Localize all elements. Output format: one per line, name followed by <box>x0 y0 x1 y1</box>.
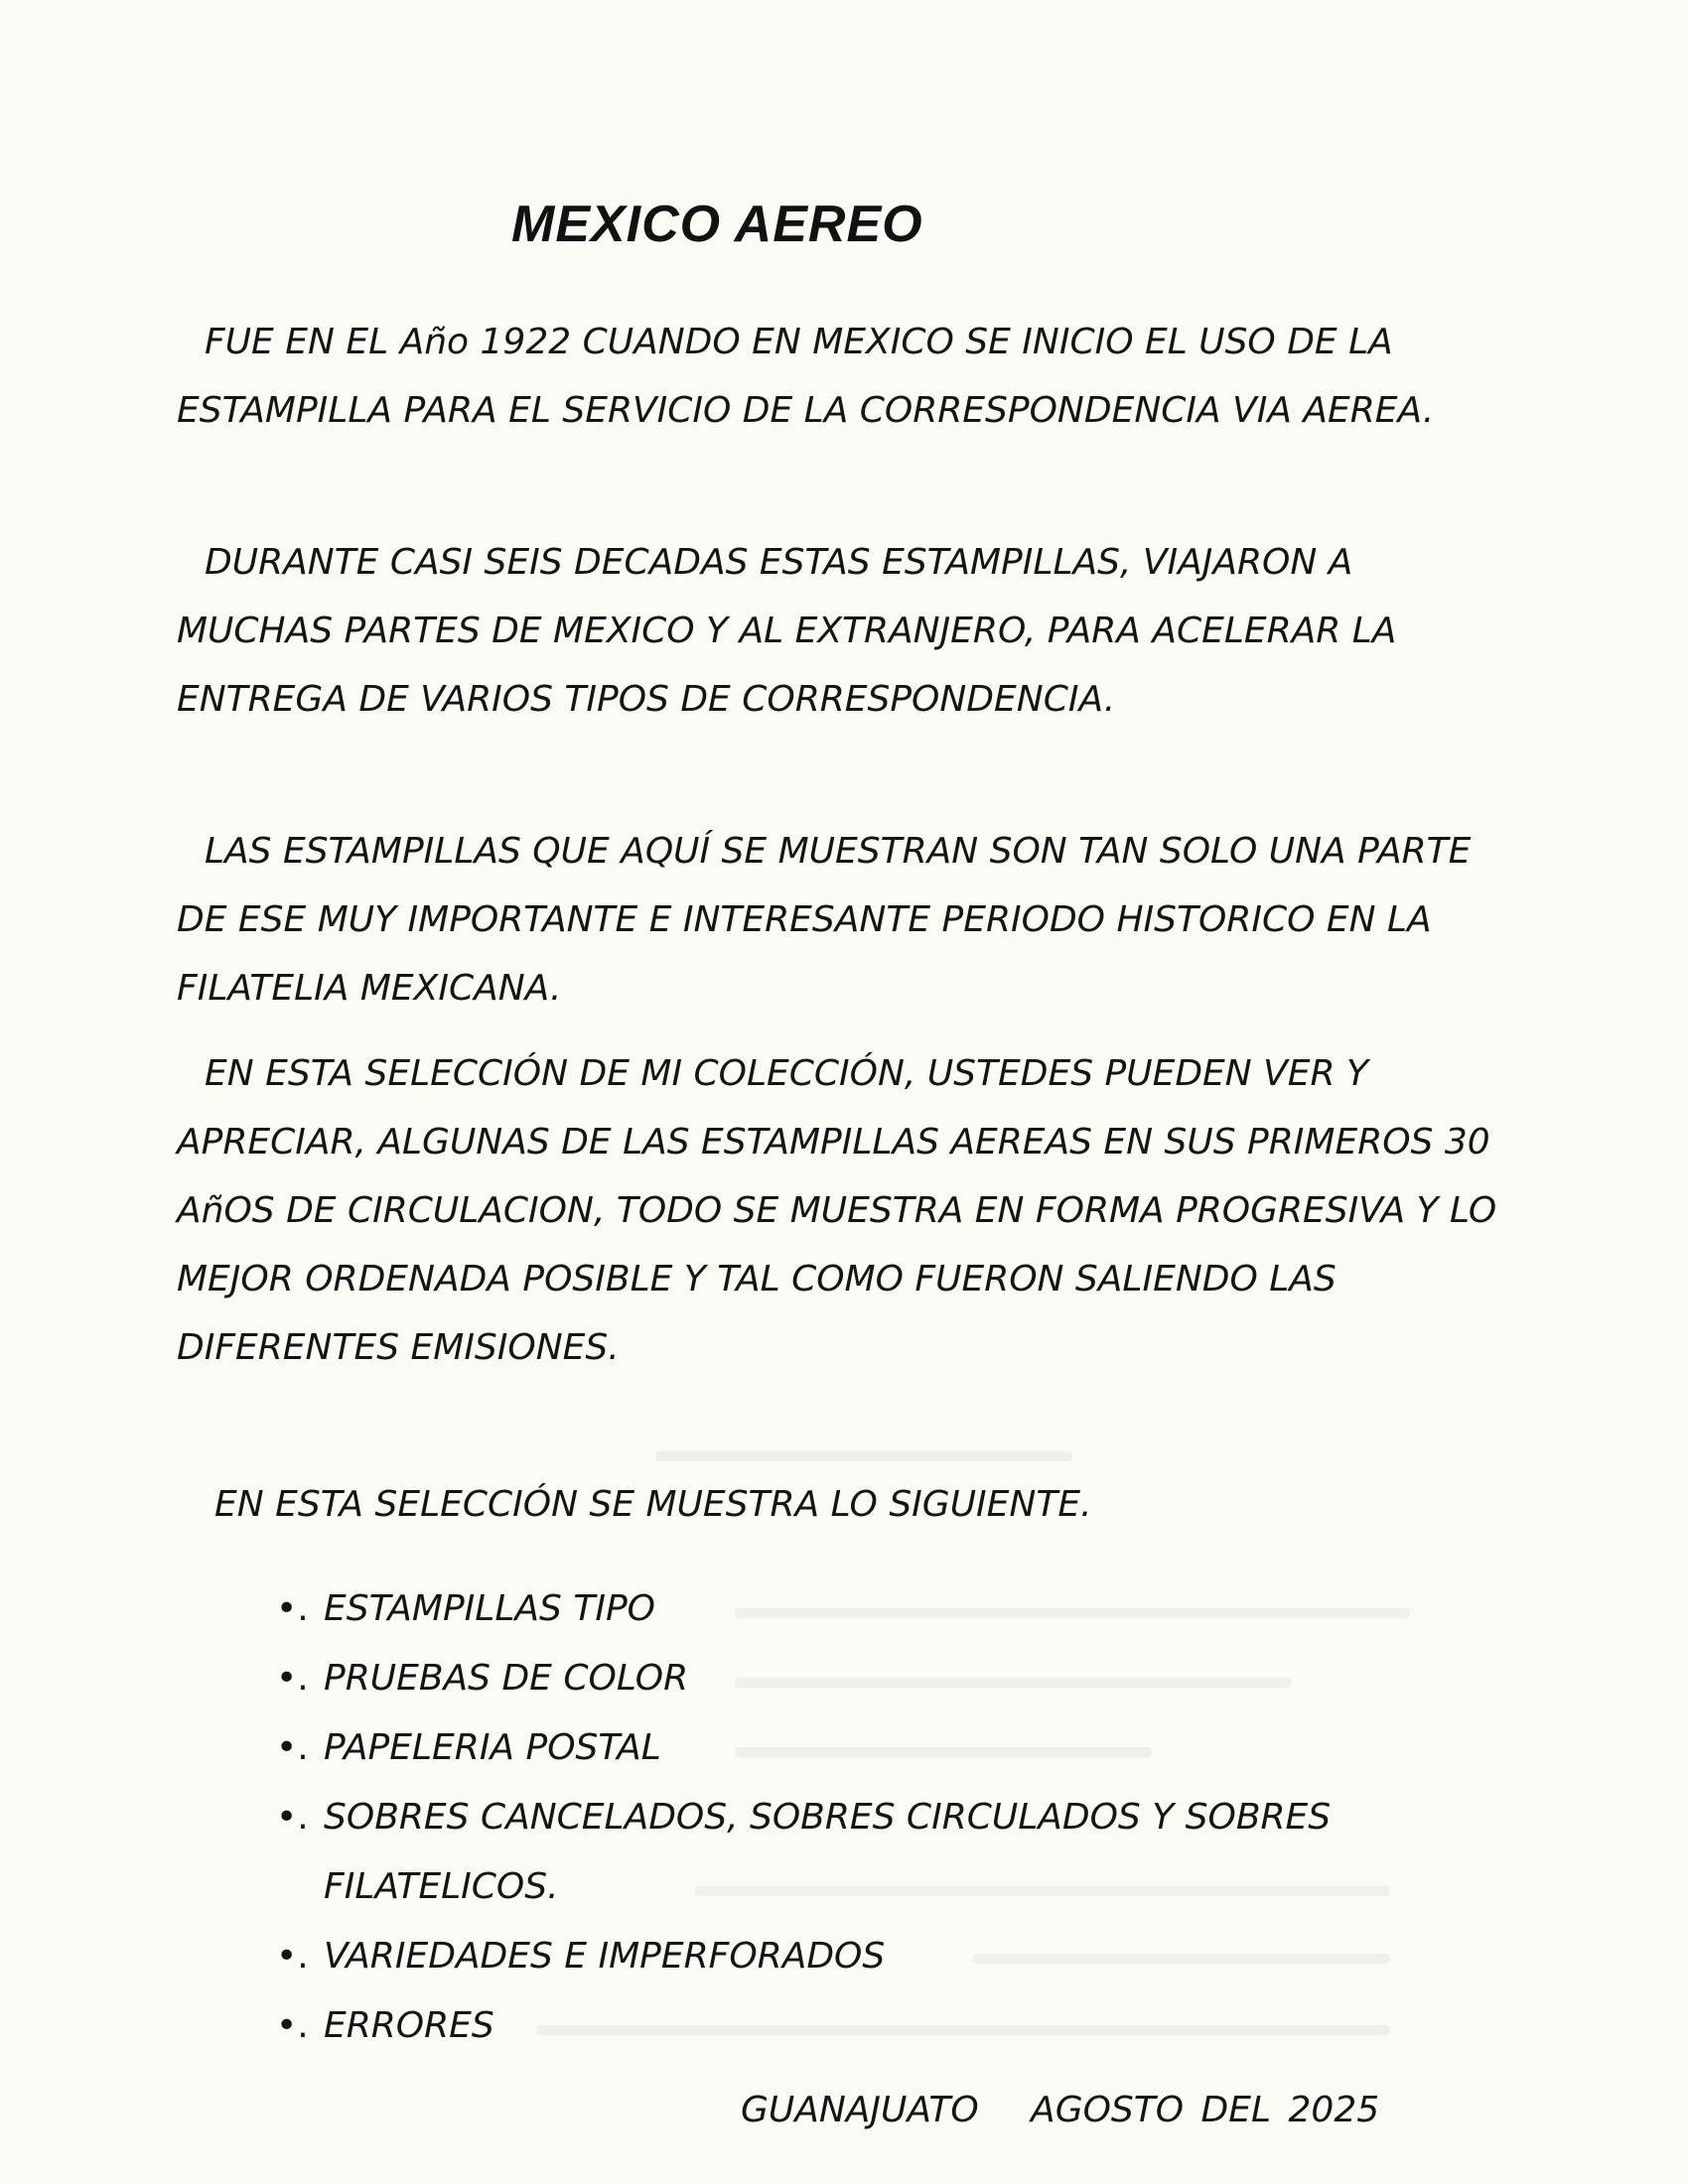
list-item-text: VARIEDADES E IMPERFORADOS <box>324 1936 886 1977</box>
list-item-text: ESTAMPILLAS TIPO <box>324 1588 655 1629</box>
list-item-text: SOBRES CANCELADOS, SOBRES CIRCULADOS Y SOBRES FILATELICOS. <box>324 1797 1332 1907</box>
bullet-icon: •. <box>276 1797 309 1838</box>
scan-artifact <box>655 1451 1072 1461</box>
paragraph-2: DURANTE CASI SEIS DECADAS ESTAS ESTAMPILLAS, VIAJARON A MUCHAS PARTES DE MEXICO Y AL EXTRANJERO, PARA ACELERAR LA ENTREGA DE VARIOS TIPOS DE CORRESPONDENCIA. <box>177 542 1397 720</box>
document-title: MEXICO AEREO <box>511 196 923 253</box>
paragraph-4: EN ESTA SELECCIÓN DE MI COLECCIÓN, USTEDES PUEDEN VER Y APRECIAR, ALGUNAS DE LAS ESTAMPILLAS AEREAS EN SUS PRIMEROS 30 AñOS DE CIRCULACION, TODO SE MUESTRA EN FORMA PROGRESIVA Y LO MEJOR ORDENADA POSIBLE Y TAL COMO FUERON SALIENDO LAS DIFERENTES EMISIONES. <box>177 1053 1497 1368</box>
bullet-icon: •. <box>276 1658 309 1699</box>
paragraph-3: LAS ESTAMPILLAS QUE AQUÍ SE MUESTRAN SON TAN SOLO UNA PARTE DE ESE MUY IMPORTANTE E INTERESANTE PERIODO HISTORICO EN LA FILATELIA MEXICANA. <box>177 831 1472 1009</box>
list-item-text: PAPELERIA POSTAL <box>324 1727 661 1768</box>
bullet-icon: •. <box>276 1588 309 1629</box>
list-item-text: ERRORES <box>324 2005 494 2046</box>
list-intro: EN ESTA SELECCIÓN SE MUESTRA LO SIGUIENTE. <box>214 1484 1092 1525</box>
place-date-footer: GUANAJUATO AGOSTO DEL 2025 <box>741 2090 1380 2130</box>
bullet-icon: •. <box>276 1727 309 1768</box>
list-item <box>274 1783 1495 1922</box>
bullet-icon: •. <box>276 2005 309 2046</box>
list-item-text: PRUEBAS DE COLOR <box>324 1658 689 1699</box>
list-item <box>274 1991 1466 2061</box>
list-item <box>274 1644 1466 1713</box>
list-item <box>274 1574 1466 1644</box>
selection-list <box>274 1574 1466 2061</box>
bullet-icon: •. <box>276 1936 309 1977</box>
list-item <box>274 1922 1466 1991</box>
paragraph-1: FUE EN EL Año 1922 CUANDO EN MEXICO SE INICIO EL USO DE LA ESTAMPILLA PARA EL SERVICIO DE LA CORRESPONDENCIA VIA AEREA. <box>177 322 1435 431</box>
list-item <box>274 1713 1466 1783</box>
